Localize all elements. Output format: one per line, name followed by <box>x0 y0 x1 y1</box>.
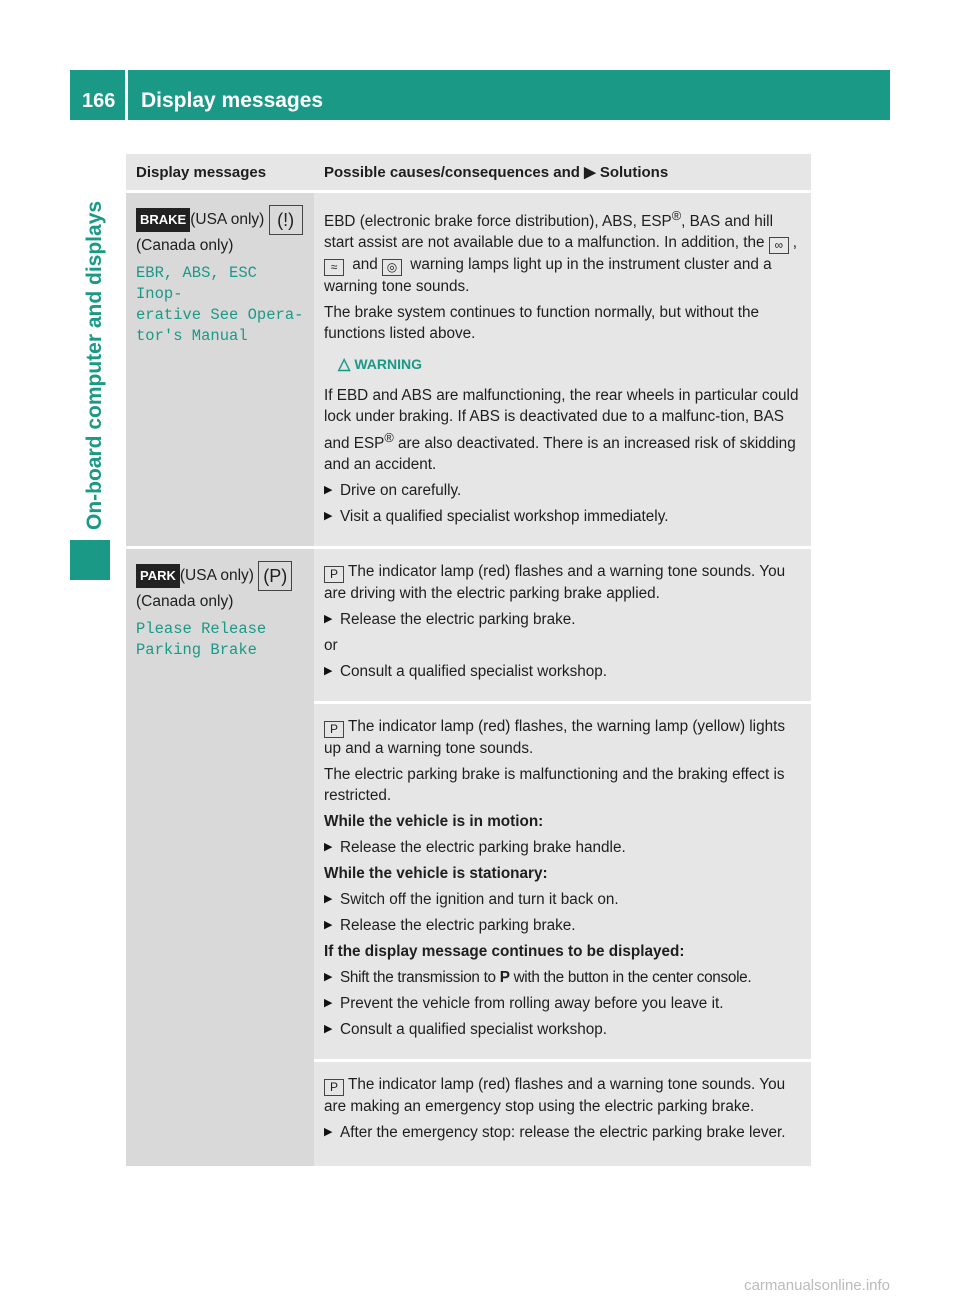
step-item: ▶ Shift the transmission to P with the button in the center console. <box>324 967 802 988</box>
table-row <box>126 192 811 548</box>
step-item: ▶ Consult a qualified specialist workshop. <box>324 1019 802 1040</box>
warning-text: If EBD and ABS are malfunctioning, the rear wheels in particular could lock under braking. If ABS is deactivated due to a malfunc-tion, BAS and ESP® are also deactivated. There is an increased risk of skidding and an accident. <box>324 387 799 474</box>
message-cell: PARK (USA only) (P) (Canada only) Please Release Parking Brake <box>126 548 314 1167</box>
step-item: ▶ After the emergency stop: release the electric parking brake lever. <box>324 1122 802 1143</box>
step-item: ▶ Visit a qualified specialist workshop immediately. <box>324 506 802 527</box>
display-message-text: Please Release Parking Brake <box>136 620 267 660</box>
description: P The indicator lamp (red) flashes and a warning tone sounds. You are driving with the electric parking brake applied. <box>324 563 786 603</box>
or-text: or <box>324 637 338 655</box>
parking-brake-lamp-icon: P <box>324 721 344 738</box>
step-item: ▶ Consult a qualified specialist workshop. <box>324 661 802 682</box>
abs-lamp-icon: ◎ <box>382 259 402 276</box>
step-item: ▶ Release the electric parking brake. <box>324 915 802 936</box>
display-messages-table <box>126 154 811 1166</box>
col1-header: Display messages <box>126 154 314 192</box>
table-row <box>126 548 811 703</box>
parking-brake-lamp-icon: P <box>324 566 344 583</box>
page-title: Display messages <box>141 89 324 112</box>
solution-cell <box>314 1061 811 1167</box>
side-tab-label: On-board computer and displays <box>83 200 106 530</box>
side-tab-marker <box>70 540 110 580</box>
description: The electric parking brake is malfunctioning and the braking effect is restricted. <box>324 766 785 805</box>
warning-triangle-icon: △ <box>338 356 351 374</box>
description: EBD (electronic brake force distribution), ABS, ESP®, BAS and hill start assist are not available due to a malfunction. In addition, the ∞ , ≈ and ◎ warning lamps light up in the instrument cluster and a warning tone sounds. <box>324 208 797 296</box>
step-item: ▶ Release the electric parking brake. <box>324 609 802 630</box>
condition-heading: While the vehicle is in motion: <box>324 813 544 831</box>
solution-cell <box>314 192 811 548</box>
arrow-right-icon: ▶ <box>584 164 596 181</box>
warning-heading: △ WARNING <box>338 356 422 374</box>
header-divider <box>125 70 128 120</box>
step-item: ▶ Prevent the vehicle from rolling away before you leave it. <box>324 993 802 1014</box>
page-number: 166 <box>82 90 116 112</box>
description: P The indicator lamp (red) flashes, the warning lamp (yellow) lights up and a warning tone sounds. <box>324 718 785 758</box>
description: The brake system continues to function normally, but without the functions listed above. <box>324 304 760 343</box>
parking-brake-icon: (P) <box>258 561 292 591</box>
parking-brake-lamp-icon: P <box>324 1079 344 1096</box>
skid-lamp-icon: ∞ <box>769 237 789 254</box>
condition-heading: If the display message continues to be displayed: <box>324 943 685 961</box>
message-cell: BRAKE (USA only) (!) (Canada only) EBR, ABS, ESC Inop- erative See Opera- tor's Manual <box>126 192 314 548</box>
step-item: ▶ Drive on carefully. <box>324 480 802 501</box>
step-item: ▶ Switch off the ignition and turn it back on. <box>324 889 802 910</box>
description: P The indicator lamp (red) flashes and a warning tone sounds. You are making an emergency stop using the electric parking brake. <box>324 1076 786 1116</box>
park-warning-icon: PARK <box>136 564 180 588</box>
col2-header: Possible causes/consequences and ▶ Solutions <box>314 154 811 192</box>
display-message-text: EBR, ABS, ESC Inop- erative See Opera- tor's Manual <box>136 264 304 345</box>
esp-off-lamp-icon: ≈ <box>324 259 344 276</box>
condition-heading: While the vehicle is stationary: <box>324 865 548 883</box>
brake-exclamation-icon: (!) <box>269 205 303 235</box>
table-header-row <box>126 154 811 192</box>
step-item: ▶ Release the electric parking brake handle. <box>324 837 802 858</box>
solution-cell <box>314 703 811 1061</box>
watermark: carmanualsonline.info <box>744 1277 890 1294</box>
brake-warning-icon: BRAKE <box>136 208 190 232</box>
solution-cell <box>314 548 811 703</box>
